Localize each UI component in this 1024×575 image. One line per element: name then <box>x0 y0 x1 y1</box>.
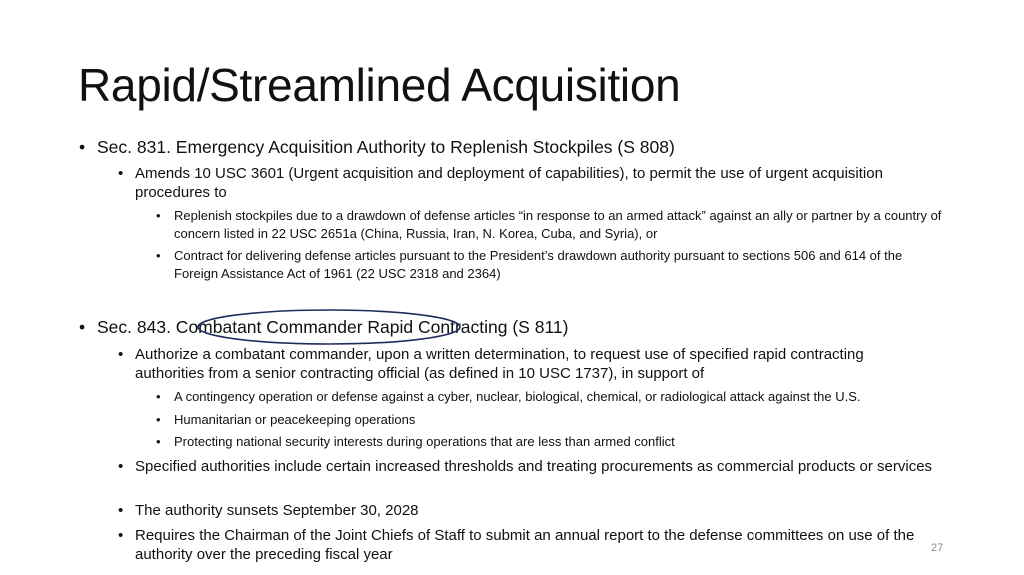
slide-title: Rapid/Streamlined Acquisition <box>78 59 681 111</box>
item-text: Specified authorities include certain increased thresholds and treating procurements as commercial products or services <box>135 458 933 475</box>
section-843-subitem-national-security <box>156 433 946 451</box>
section-831-heading: Sec. 831. Emergency Acquisition Authority to Replenish Stockpiles (S 808) <box>97 137 675 157</box>
bullet-glyph: • <box>79 317 86 337</box>
section-843-subitem-contingency <box>156 388 964 406</box>
subitem-text: Contract for delivering defense articles pursuant to the President’s drawdown authority pursuant to sections 506 and 614 of the Foreign Assistance Act of 1961 (22 USC 2318 and 2364) <box>174 248 903 281</box>
bullet-glyph: • <box>118 527 124 544</box>
section-831-bullet <box>79 137 675 157</box>
section-843-item-sunset <box>118 501 925 520</box>
item-text: Amends 10 USC 3601 (Urgent acquisition and deployment of capabilities), to permit the use of urgent acquisition procedures to <box>135 165 883 201</box>
section-843-item-authorize <box>118 345 925 383</box>
item-text: Requires the Chairman of the Joint Chiefs of Staff to submit an annual report to the defense committees on use of the authority over the preceding fiscal year <box>135 527 915 563</box>
subitem-text: Replenish stockpiles due to a drawdown of defense articles “in response to an armed attack” against an ally or partner by a country of concern listed in 22 USC 2651a (China, Russia, Iran, N. Korea, Cuba, and Syria), or <box>174 208 942 241</box>
bullet-glyph: • <box>156 389 161 404</box>
section-843-bullet <box>79 317 569 337</box>
bullet-glyph: • <box>118 346 124 363</box>
bullet-glyph: • <box>118 458 124 475</box>
bullet-glyph: • <box>156 434 161 449</box>
section-843-item-specified-authorities <box>118 457 945 476</box>
section-831-item-amends <box>118 164 925 202</box>
subitem-text: A contingency operation or defense against a cyber, nuclear, biological, chemical, or radiological attack against the U.S. <box>174 389 861 404</box>
page-number: 27 <box>931 542 944 554</box>
subitem-text: Protecting national security interests during operations that are less than armed conflict <box>174 434 675 449</box>
bullet-glyph: • <box>156 412 161 427</box>
bullet-glyph: • <box>156 248 161 263</box>
section-843-item-report <box>118 526 930 564</box>
section-843-heading: Sec. 843. Combatant Commander Rapid Contracting (S 811) <box>97 317 569 337</box>
subitem-text: Humanitarian or peacekeeping operations <box>174 412 416 427</box>
section-831-subitem-contract <box>156 247 946 282</box>
bullet-glyph: • <box>156 208 161 223</box>
bullet-glyph: • <box>79 137 86 157</box>
item-text: Authorize a combatant commander, upon a written determination, to request use of specified rapid contracting authorities from a senior contracting official (as defined in 10 USC 1737), in support of <box>135 346 864 382</box>
section-843-subitem-humanitarian <box>156 411 946 429</box>
section-831-subitem-replenish <box>156 207 946 242</box>
bullet-glyph: • <box>118 502 124 519</box>
bullet-glyph: • <box>118 165 124 182</box>
item-text: The authority sunsets September 30, 2028 <box>135 502 419 519</box>
